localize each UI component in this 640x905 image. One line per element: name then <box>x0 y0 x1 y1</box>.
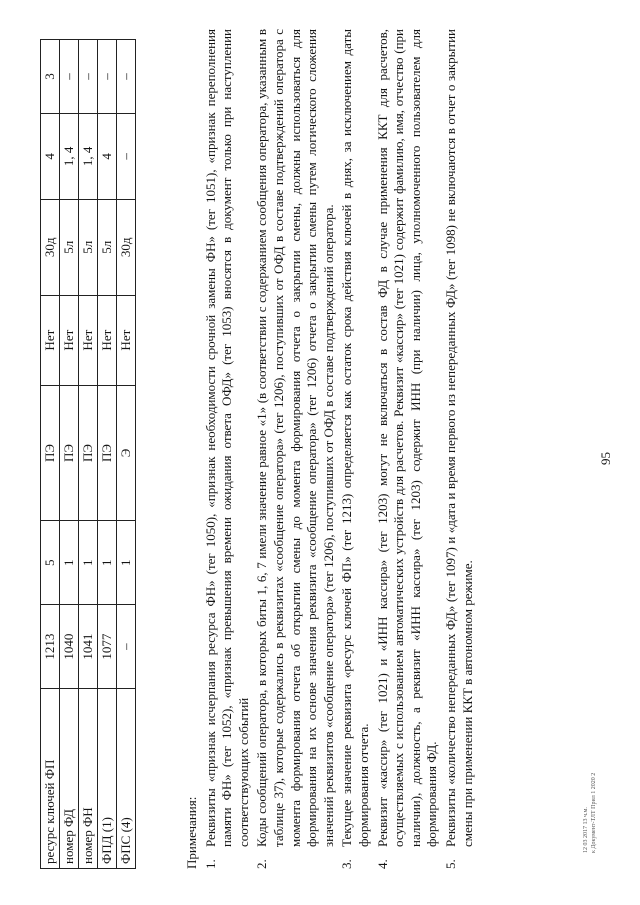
stamp-line: к Документ-ТЛТ Прил 1 2020 2 <box>591 772 597 853</box>
table-cell: 1 <box>60 521 79 605</box>
note-number: 4. <box>374 859 390 869</box>
note-number: 1. <box>202 859 218 869</box>
table-cell: 30д <box>41 199 60 295</box>
table-cell: 5л <box>98 199 117 295</box>
table-cell: 4 <box>41 113 60 199</box>
table-cell: 1 <box>117 521 136 605</box>
table-cell: – <box>79 40 98 114</box>
note-text: Реквизиты «признак исчерпания ресурса ФН» (тег 1050), «признак необходимости срочной замены ФН» (тег 1051), «признак переполнения памяти ФН» (тег 1052), «признак превышения времени ожидания ответа ОФД» (тег 1053) вносятся в документ только при наступлении соответствующих событий <box>202 29 251 847</box>
note-item <box>254 29 337 869</box>
table-row <box>117 40 136 869</box>
table-cell: 1, 4 <box>79 113 98 199</box>
table-row <box>41 40 60 869</box>
note-item <box>443 29 476 869</box>
table-cell: ПЭ <box>79 385 98 521</box>
table-cell: 4 <box>98 113 117 199</box>
note-item <box>339 29 372 869</box>
document-stamp <box>582 773 598 853</box>
table-cell: 5л <box>79 199 98 295</box>
table-cell: Нет <box>117 295 136 385</box>
table-cell: Нет <box>41 295 60 385</box>
table-cell: ресурс ключей ФП <box>41 689 60 869</box>
note-number: 5. <box>442 859 458 869</box>
table-cell: 1077 <box>98 605 117 689</box>
table-cell: номер ФД <box>60 689 79 869</box>
stamp-line: 12 03 2017 13 ч.м. <box>583 807 589 853</box>
table-cell: 5 <box>41 521 60 605</box>
note-item <box>203 29 253 869</box>
notes-section <box>184 29 478 869</box>
table-cell: 1041 <box>79 605 98 689</box>
table-cell: Э <box>117 385 136 521</box>
table-row <box>60 40 79 869</box>
table-cell: ПЭ <box>98 385 117 521</box>
table-cell: 5л <box>60 199 79 295</box>
table-cell: Нет <box>79 295 98 385</box>
table-cell: 1 <box>98 521 117 605</box>
table-cell: 3 <box>41 40 60 114</box>
table-cell: ПЭ <box>41 385 60 521</box>
page-number: 95 <box>598 452 613 465</box>
note-text: Коды сообщений оператора, в которых биты 1, 6, 7 имели значение равное «1» (в соответствии с содержанием сообщения оператора, указанным в таблице 37), которые содержались в реквизитах «сообщение оператора» (тег 1206), поступивших от ОФД в составе подтверждений оператора с момента формирования отчета об открытии смены до момента формирования отчета о закрытии смены, должны использоваться для формирования на их основе значения реквизита «сообщение оператора» (тег 1206) отчета о закрытии смены путем логического сложения значений реквизитов «сообщение оператора» (тег 1206), поступивших от ОФД в составе подтверждений оператора. <box>254 29 336 847</box>
notes-title: Примечания: <box>184 796 199 869</box>
table-cell: Нет <box>98 295 117 385</box>
note-text: Реквизиты «количество непереданных ФД» (тег 1097) и «дата и время первого из непереданных ФД» (тег 1098) не включаются в отчет о закрытии смены при применении ККТ в автономном режиме. <box>442 29 475 847</box>
table-cell: номер ФН <box>79 689 98 869</box>
table-cell: – <box>60 40 79 114</box>
requisites-table <box>40 39 136 869</box>
note-item <box>375 29 441 869</box>
table-cell: – <box>117 605 136 689</box>
table-cell: ФПД (1) <box>98 689 117 869</box>
table-cell: – <box>98 40 117 114</box>
table-cell: – <box>117 40 136 114</box>
note-text: Текущее значение реквизита «ресурс ключей ФП» (тег 1213) определяется как остаток срока действия ключей в днях, за исключением даты формирования отчета. <box>339 29 371 847</box>
table-cell: ПЭ <box>60 385 79 521</box>
note-number: 3. <box>339 859 355 869</box>
table-cell: – <box>117 113 136 199</box>
table-cell: 30д <box>117 199 136 295</box>
table-row <box>98 40 117 869</box>
table-cell: 1, 4 <box>60 113 79 199</box>
table-cell: ФПС (4) <box>117 689 136 869</box>
table-cell: 1213 <box>41 605 60 689</box>
table-cell: Нет <box>60 295 79 385</box>
note-number: 2. <box>254 859 270 869</box>
table-row <box>79 40 98 869</box>
note-text: Реквизит «кассир» (тег 1021) и «ИНН кассира» (тег 1203) могут не включаться в состав ФД в случае применения ККТ для расчетов, осуществляемых с использованием автоматических устройств для расчетов. Реквизит «кассир» (тег 1021) содержит фамилию, имя, отчество (при наличии), должность, а реквизит «ИНН кассира» (тег 1203) содержит ИНН (при наличии) лица, уполномоченного пользователем для формирования ФД. <box>374 29 440 847</box>
table-cell: 1 <box>79 521 98 605</box>
table-cell: 1040 <box>60 605 79 689</box>
